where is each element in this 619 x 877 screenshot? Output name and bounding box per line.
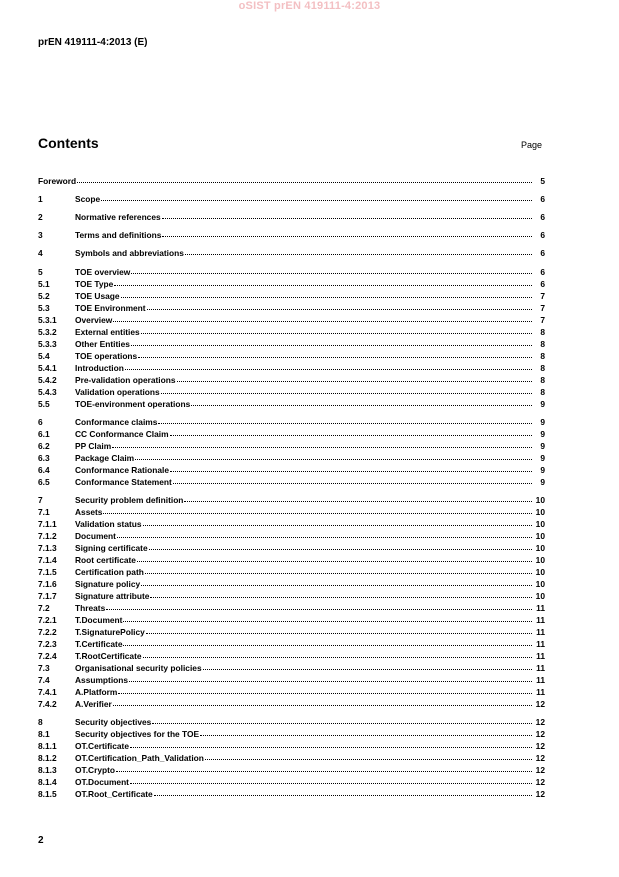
toc-entry-title: TOE Environment: [75, 303, 146, 313]
toc-entry-number: 8.1: [38, 729, 50, 739]
toc-entry-title: Terms and definitions: [75, 230, 162, 240]
toc-entry-page: 11: [536, 675, 545, 685]
toc-entry-title: Overview: [75, 315, 113, 325]
toc-entry-number: 8.1.2: [38, 753, 57, 763]
toc-entry-title: T.SignaturePolicy: [75, 627, 145, 637]
toc-entry-page: 10: [535, 507, 545, 517]
toc-leader-dots: [103, 505, 532, 514]
toc-entry-number: 3: [38, 230, 43, 240]
toc-entry[interactable]: [38, 211, 545, 223]
toc-entry-title: Symbols and abbreviations: [75, 248, 184, 258]
toc-entry-title: TOE Type: [75, 279, 114, 289]
toc-leader-dots: [123, 637, 532, 646]
toc-entry-page: 6: [540, 230, 545, 240]
toc-entry-number: 7.1.3: [38, 543, 57, 553]
toc-leader-dots: [173, 475, 532, 484]
toc-entry-page: 6: [540, 194, 545, 204]
toc-entry-page: 6: [540, 279, 545, 289]
toc-entry-title: CC Conformance Claim: [75, 429, 169, 439]
toc-leader-dots: [129, 673, 532, 682]
toc-entry-title: Signature policy: [75, 579, 141, 589]
toc-leader-dots: [135, 451, 532, 460]
toc-entry-title: Root certificate: [75, 555, 136, 565]
toc-entry-page: 8: [540, 351, 545, 361]
toc-entry-page: 10: [535, 543, 545, 553]
toc-entry-number: 6: [38, 417, 43, 427]
toc-entry-number: 7.2.4: [38, 651, 57, 661]
toc-leader-dots: [123, 613, 532, 622]
toc-entry-page: 12: [535, 717, 545, 727]
toc-entry-title: Foreword: [38, 176, 77, 186]
toc-entry[interactable]: [38, 398, 545, 410]
toc-entry-title: TOE-environment operations: [75, 399, 191, 409]
toc-entry-number: 7.1.7: [38, 591, 57, 601]
toc-entry-title: Introduction: [75, 363, 124, 373]
toc-entry-page: 8: [540, 375, 545, 385]
toc-leader-dots: [185, 246, 532, 255]
toc-entry-page: 7: [540, 291, 545, 301]
toc-entry-title: Other Entities: [75, 339, 130, 349]
toc-entry-page: 8: [540, 387, 545, 397]
toc-leader-dots: [162, 210, 532, 219]
toc-leader-dots: [162, 228, 532, 237]
toc-entry-number: 7.4: [38, 675, 50, 685]
toc-entry-number: 8.1.4: [38, 777, 57, 787]
toc-leader-dots: [150, 589, 532, 598]
toc-leader-dots: [147, 301, 532, 310]
toc-entry-title: Security objectives for the TOE: [75, 729, 200, 739]
toc-entry-title: TOE Usage: [75, 291, 120, 301]
toc-leader-dots: [177, 373, 532, 382]
toc-entry-title: Document: [75, 531, 116, 541]
toc-entry-title: Scope: [75, 194, 101, 204]
toc-entry-number: 5.2: [38, 291, 50, 301]
toc-entry-number: 5.5: [38, 399, 50, 409]
toc-entry-number: 7.3: [38, 663, 50, 673]
toc-entry-title: PP Claim: [75, 441, 112, 451]
toc-entry-number: 5.4.2: [38, 375, 57, 385]
toc-entry-page: 7: [540, 303, 545, 313]
toc-entry-page: 8: [540, 339, 545, 349]
toc-entry-page: 9: [540, 417, 545, 427]
toc-entry-title: External entities: [75, 327, 140, 337]
toc-entry-page: 9: [540, 399, 545, 409]
toc-leader-dots: [191, 397, 532, 406]
toc-entry-page: 12: [535, 753, 545, 763]
toc-entry-title: OT.Document: [75, 777, 129, 787]
toc-leader-dots: [184, 493, 532, 502]
toc-entry-number: 5.4: [38, 351, 50, 361]
toc-entry-page: 10: [535, 531, 545, 541]
toc-entry-number: 7.1.5: [38, 567, 57, 577]
toc-entry-number: 5.3.1: [38, 315, 57, 325]
toc-entry-page: 9: [540, 441, 545, 451]
toc-leader-dots: [113, 697, 532, 706]
toc-entry-page: 9: [540, 477, 545, 487]
toc-entry-title: Certification path: [75, 567, 144, 577]
toc-entry-number: 6.5: [38, 477, 50, 487]
toc-entry-page: 11: [536, 663, 545, 673]
toc-entry-page: 11: [536, 687, 545, 697]
document-reference: prEN 419111-4:2013 (E): [38, 37, 148, 48]
toc-entry-page: 11: [536, 603, 545, 613]
toc-leader-dots: [131, 337, 532, 346]
toc-entry-page: 9: [540, 453, 545, 463]
toc-entry-page: 7: [540, 315, 545, 325]
toc-entry-number: 7.1.4: [38, 555, 57, 565]
toc-entry-page: 5: [540, 176, 545, 186]
toc-leader-dots: [141, 325, 532, 334]
toc-entry-number: 5: [38, 267, 43, 277]
toc-entry-title: OT.Crypto: [75, 765, 116, 775]
toc-entry-title: Security objectives: [75, 717, 152, 727]
toc-entry-title: TOE operations: [75, 351, 138, 361]
toc-entry-page: 8: [540, 327, 545, 337]
toc-leader-dots: [137, 553, 532, 562]
toc-entry-number: 7.1.1: [38, 519, 57, 529]
toc-leader-dots: [158, 415, 532, 424]
toc-entry-page: 11: [536, 627, 545, 637]
toc-entry-number: 5.3: [38, 303, 50, 313]
toc-leader-dots: [130, 775, 532, 784]
toc-leader-dots: [130, 739, 532, 748]
toc-leader-dots: [154, 787, 532, 796]
toc-entry-title: Pre-validation operations: [75, 375, 176, 385]
toc-entry-title: Normative references: [75, 212, 161, 222]
toc-leader-dots: [106, 601, 532, 610]
toc-entry-number: 7.1: [38, 507, 50, 517]
toc-entry-number: 5.1: [38, 279, 50, 289]
toc-entry-number: 6.3: [38, 453, 50, 463]
toc-entry-page: 10: [535, 591, 545, 601]
toc-entry-page: 11: [536, 615, 545, 625]
toc-entry[interactable]: [38, 229, 545, 241]
toc-leader-dots: [145, 565, 532, 574]
watermark: oSIST prEN 419111-4:2013: [238, 0, 381, 12]
toc-entry-page: 8: [540, 363, 545, 373]
toc-entry-title: A.Platform: [75, 687, 118, 697]
toc-entry-number: 8.1.5: [38, 789, 57, 799]
toc-entry-title: OT.Certification_Path_Validation: [75, 753, 204, 763]
toc-entry-number: 6.1: [38, 429, 50, 439]
toc-leader-dots: [141, 577, 532, 586]
toc-entry-number: 8.1.3: [38, 765, 57, 775]
toc-leader-dots: [146, 625, 532, 634]
toc-entry-title: Validation operations: [75, 387, 160, 397]
toc-leader-dots: [118, 685, 532, 694]
toc-entry-title: Signing certificate: [75, 543, 148, 553]
toc-entry-page: 11: [536, 651, 545, 661]
toc-entry-title: Security problem definition: [75, 495, 184, 505]
toc-entry-page: 6: [540, 212, 545, 222]
toc-leader-dots: [143, 649, 532, 658]
toc-entry-number: 4: [38, 248, 43, 258]
toc-leader-dots: [152, 715, 532, 724]
toc-entry-number: 2: [38, 212, 43, 222]
toc-leader-dots: [101, 192, 532, 201]
page-column-label: Page: [521, 140, 543, 150]
toc-entry-number: 5.3.2: [38, 327, 57, 337]
toc-entry-page: 12: [535, 729, 545, 739]
toc-entry-number: 7.2.1: [38, 615, 57, 625]
toc-entry-title: Organisational security policies: [75, 663, 202, 673]
toc-entry[interactable]: [38, 175, 545, 187]
toc-entry-number: 6.2: [38, 441, 50, 451]
toc-entry-title: OT.Certificate: [75, 741, 129, 751]
toc-entry-number: 7.2.3: [38, 639, 57, 649]
toc-entry-title: Conformance claims: [75, 417, 158, 427]
toc-entry-title: Package Claim: [75, 453, 135, 463]
toc-leader-dots: [125, 361, 532, 370]
toc-entry-number: 1: [38, 194, 43, 204]
toc-entry-number: 7.1.2: [38, 531, 57, 541]
contents-heading: Contents: [38, 135, 99, 151]
toc-leader-dots: [121, 289, 532, 298]
toc-entry-title: Assets: [75, 507, 103, 517]
toc-entry-title: Conformance Statement: [75, 477, 172, 487]
toc-entry[interactable]: [38, 788, 545, 800]
toc-leader-dots: [200, 727, 532, 736]
toc-entry-page: 9: [540, 465, 545, 475]
toc-entry-title: T.Document: [75, 615, 123, 625]
toc-entry-title: Signature attribute: [75, 591, 150, 601]
toc-leader-dots: [131, 265, 532, 274]
toc-leader-dots: [117, 529, 532, 538]
toc-leader-dots: [113, 313, 532, 322]
toc-leader-dots: [143, 517, 532, 526]
toc-entry-title: A.Verifier: [75, 699, 112, 709]
toc-leader-dots: [114, 277, 532, 286]
toc-leader-dots: [205, 751, 532, 760]
toc-entry-page: 10: [535, 579, 545, 589]
toc-leader-dots: [116, 763, 532, 772]
toc-entry-title: Assumptions: [75, 675, 129, 685]
toc-entry-page: 6: [540, 248, 545, 258]
page-number: 2: [38, 835, 44, 846]
toc-entry-title: OT.Root_Certificate: [75, 789, 153, 799]
toc-leader-dots: [77, 174, 532, 183]
toc-entry-title: Validation status: [75, 519, 142, 529]
toc-leader-dots: [112, 439, 532, 448]
toc-entry-page: 6: [540, 267, 545, 277]
toc-entry-number: 5.4.1: [38, 363, 57, 373]
toc-entry-number: 5.3.3: [38, 339, 57, 349]
toc-entry[interactable]: [38, 698, 545, 710]
toc-entry-number: 8.1.1: [38, 741, 57, 751]
toc-entry-page: 10: [535, 519, 545, 529]
toc-entry-number: 6.4: [38, 465, 50, 475]
toc-entry-title: T.Certificate: [75, 639, 123, 649]
toc-entry[interactable]: [38, 476, 545, 488]
toc-entry[interactable]: [38, 247, 545, 259]
toc-entry-number: 8: [38, 717, 43, 727]
toc-entry-page: 12: [535, 789, 545, 799]
toc-entry-number: 7.4.2: [38, 699, 57, 709]
toc-leader-dots: [170, 427, 532, 436]
toc-entry-page: 11: [536, 639, 545, 649]
toc-entry-number: 7.1.6: [38, 579, 57, 589]
toc-entry-page: 10: [535, 567, 545, 577]
toc-entry-page: 10: [535, 495, 545, 505]
toc-entry-number: 7.2.2: [38, 627, 57, 637]
toc-leader-dots: [203, 661, 532, 670]
toc-entry-page: 12: [535, 741, 545, 751]
toc-entry-page: 12: [535, 699, 545, 709]
toc-entry-number: 7.4.1: [38, 687, 57, 697]
toc-entry-page: 12: [535, 765, 545, 775]
toc-leader-dots: [138, 349, 532, 358]
toc-entry-title: T.RootCertificate: [75, 651, 142, 661]
toc-leader-dots: [170, 463, 532, 472]
toc-entry-number: 5.4.3: [38, 387, 57, 397]
toc-entry-title: Conformance Rationale: [75, 465, 170, 475]
toc-leader-dots: [149, 541, 532, 550]
toc-entry-page: 12: [535, 777, 545, 787]
toc-entry-title: Threats: [75, 603, 106, 613]
toc-entry-page: 10: [535, 555, 545, 565]
toc-entry-page: 9: [540, 429, 545, 439]
toc-entry-title: TOE overview: [75, 267, 131, 277]
toc-entry-number: 7.2: [38, 603, 50, 613]
toc-entry[interactable]: [38, 193, 545, 205]
toc-entry-number: 7: [38, 495, 43, 505]
toc-leader-dots: [161, 385, 532, 394]
